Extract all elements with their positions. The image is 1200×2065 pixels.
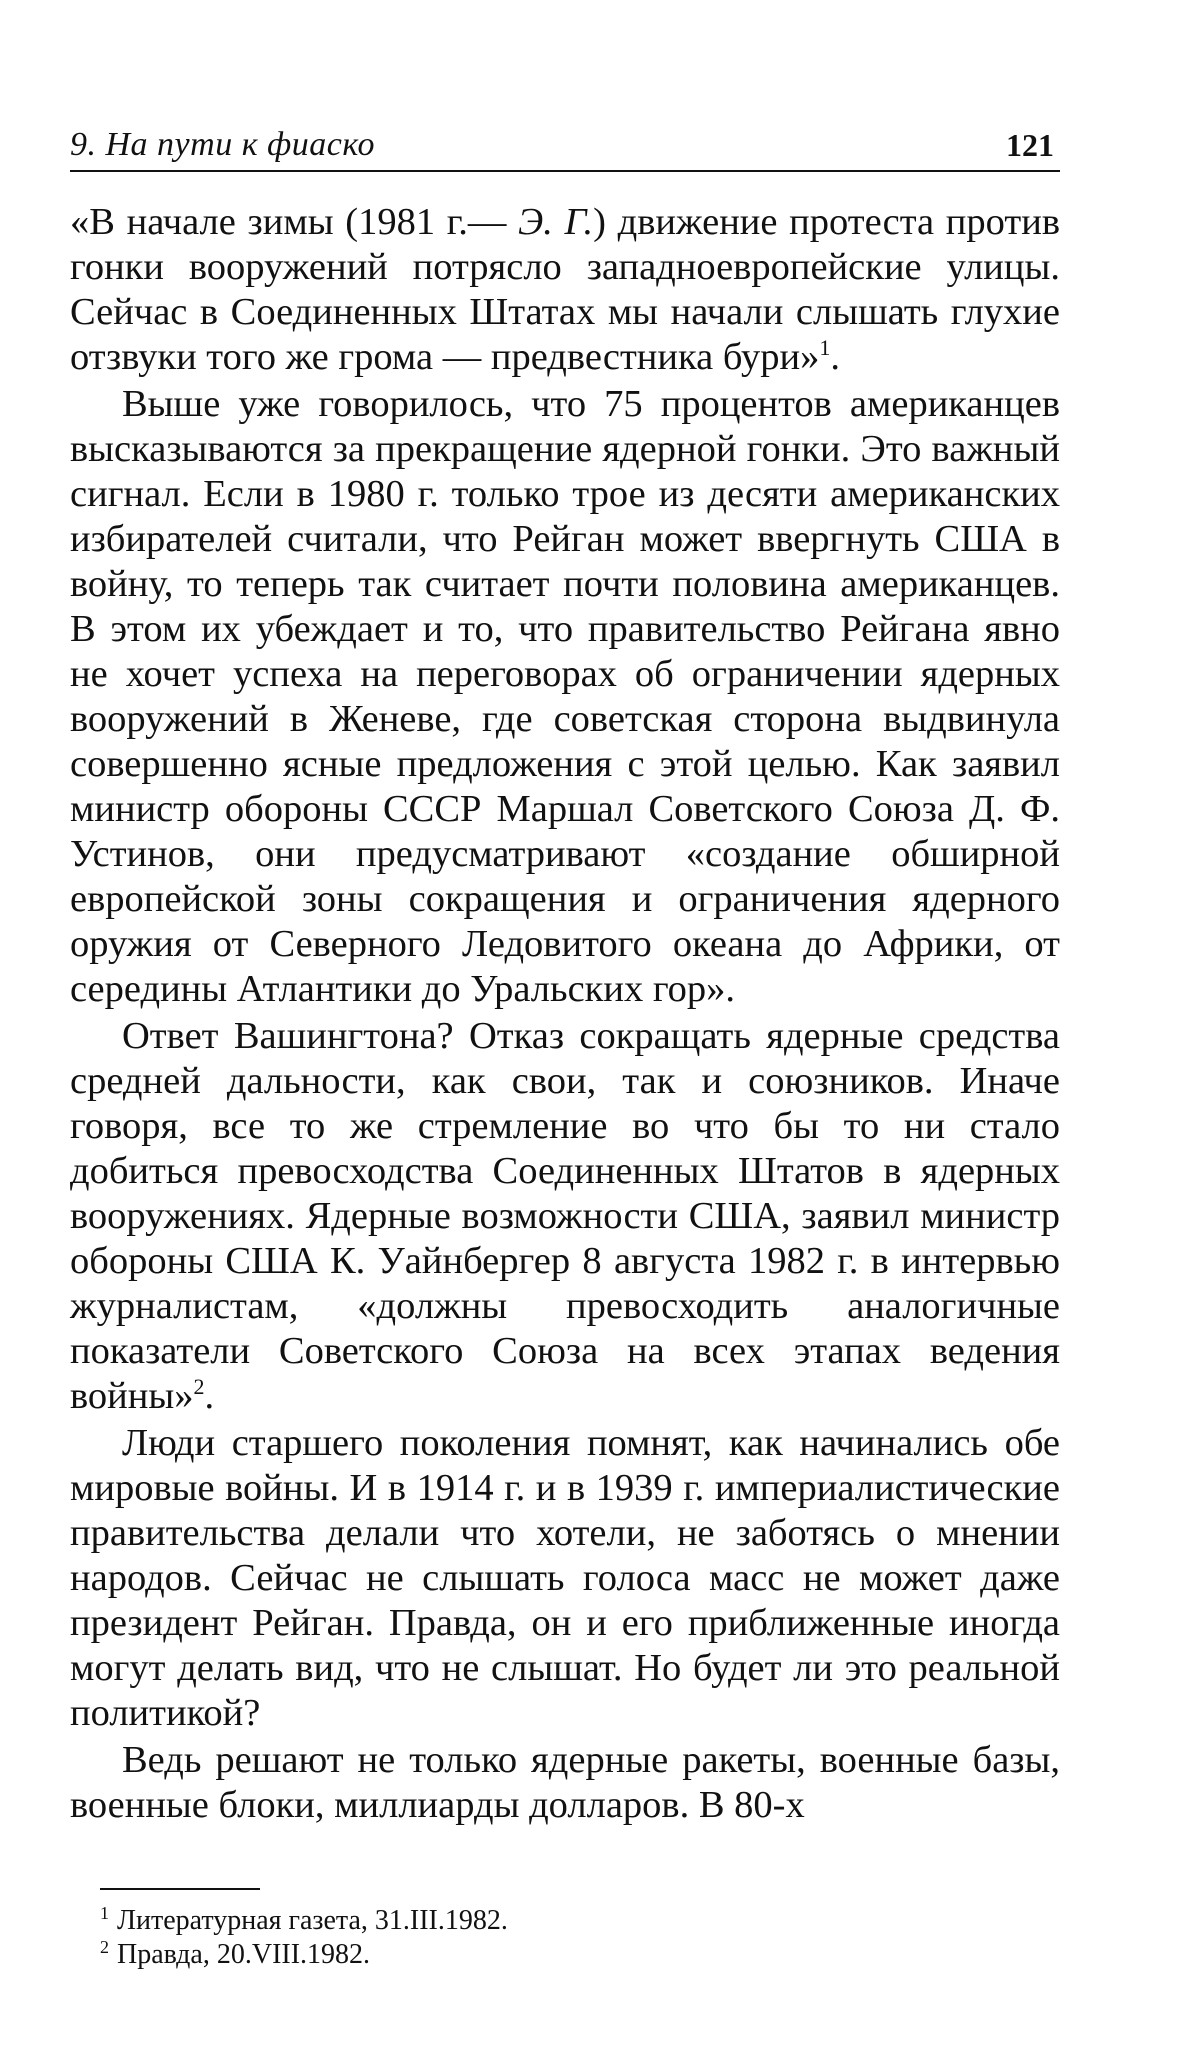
paragraph bbox=[70, 1421, 1060, 1736]
paragraph-text: Выше уже говорилось, что 75 процентов американцев высказываются за прекращение ядерной гонки. Это важный сигнал. Если в 1980 г. только трое из десяти американских избирателей считали, что Рейган может ввергнуть США в войну, то теперь так считает почти половина американцев. В этом их убеждает и то, что правительство Рейгана явно не хочет успеха на переговорах об ограничении ядерных вооружений в Женеве, где советская сторона выдвинула совершенно ясные предложения с этой целью. Как заявил министр обороны СССР Маршал Советского Союза Д. Ф. Устинов, они предусматривают «создание обширной европейской зоны сокращения и ограничения ядерного оружия от Северного Ледовитого океана до Африки, от середины Атлантики до Уральских гор». bbox=[70, 383, 1060, 1010]
body-text bbox=[70, 200, 1060, 1828]
paragraph-text: Ведь решают не только ядерные ракеты, военные базы, военные блоки, миллиарды долларов. В 80-х bbox=[70, 1739, 1060, 1826]
footnote-number: 1 bbox=[100, 1902, 109, 1923]
running-head bbox=[70, 120, 1060, 172]
page-number: 121 bbox=[1006, 127, 1054, 163]
paragraph bbox=[70, 200, 1060, 380]
paragraph-text: «В начале зимы (1981 г.— bbox=[70, 201, 518, 243]
footnote-marker: 1 bbox=[819, 335, 831, 361]
footnotes bbox=[100, 1904, 1060, 1972]
paragraph-text: Люди старшего поколения помнят, как начинались обе мировые войны. И в 1914 г. и в 1939 г. империалистические правительства делали что хотели, не заботясь о мнении народов. Сейчас не слышать голоса масс не может даже президент Рейган. Правда, он и его приближенные иногда могут делать вид, что не слышат. Но будет ли это реальной политикой? bbox=[70, 1422, 1060, 1734]
author-initials: Э. Г. bbox=[518, 201, 594, 243]
footnote bbox=[100, 1904, 1060, 1938]
paragraph-text: ) движение протеста против гонки вооружений потрясло западноевропейские улицы. Сейчас в Соединенных Штатах мы начали слышать глухие отзвуки того же грома — предвестника бури» bbox=[70, 201, 1061, 378]
paragraph-text: Ответ Вашингтона? Отказ сокращать ядерные средства средней дальности, как свои, так и союзников. Иначе говоря, все то же стремление во что бы то ни стало добиться превосходства Соединенных Штатов в ядерных вооружениях. Ядерные возможности США, заявил министр обороны США К. Уайнбергер 8 августа 1982 г. в интервью журналистам, «должны превосходить аналогичные показатели Советского Союза на всех этапах ведения войны» bbox=[70, 1015, 1060, 1417]
paragraph-text: . bbox=[204, 1375, 215, 1417]
paragraph bbox=[70, 1014, 1060, 1419]
paragraph bbox=[70, 1738, 1060, 1828]
footnote-text: Правда, 20.VIII.1982. bbox=[117, 1939, 371, 1970]
paragraph bbox=[70, 382, 1060, 1012]
footnote bbox=[100, 1938, 1060, 1972]
book-page bbox=[70, 120, 1060, 1972]
footnote-text: Литературная газета, 31.III.1982. bbox=[117, 1905, 508, 1936]
chapter-title: 9. На пути к фиаско bbox=[70, 126, 375, 163]
paragraph-text: . bbox=[830, 336, 840, 378]
footnote-separator bbox=[100, 1888, 260, 1890]
footnote-marker: 2 bbox=[193, 1374, 205, 1400]
footnote-number: 2 bbox=[100, 1936, 109, 1957]
